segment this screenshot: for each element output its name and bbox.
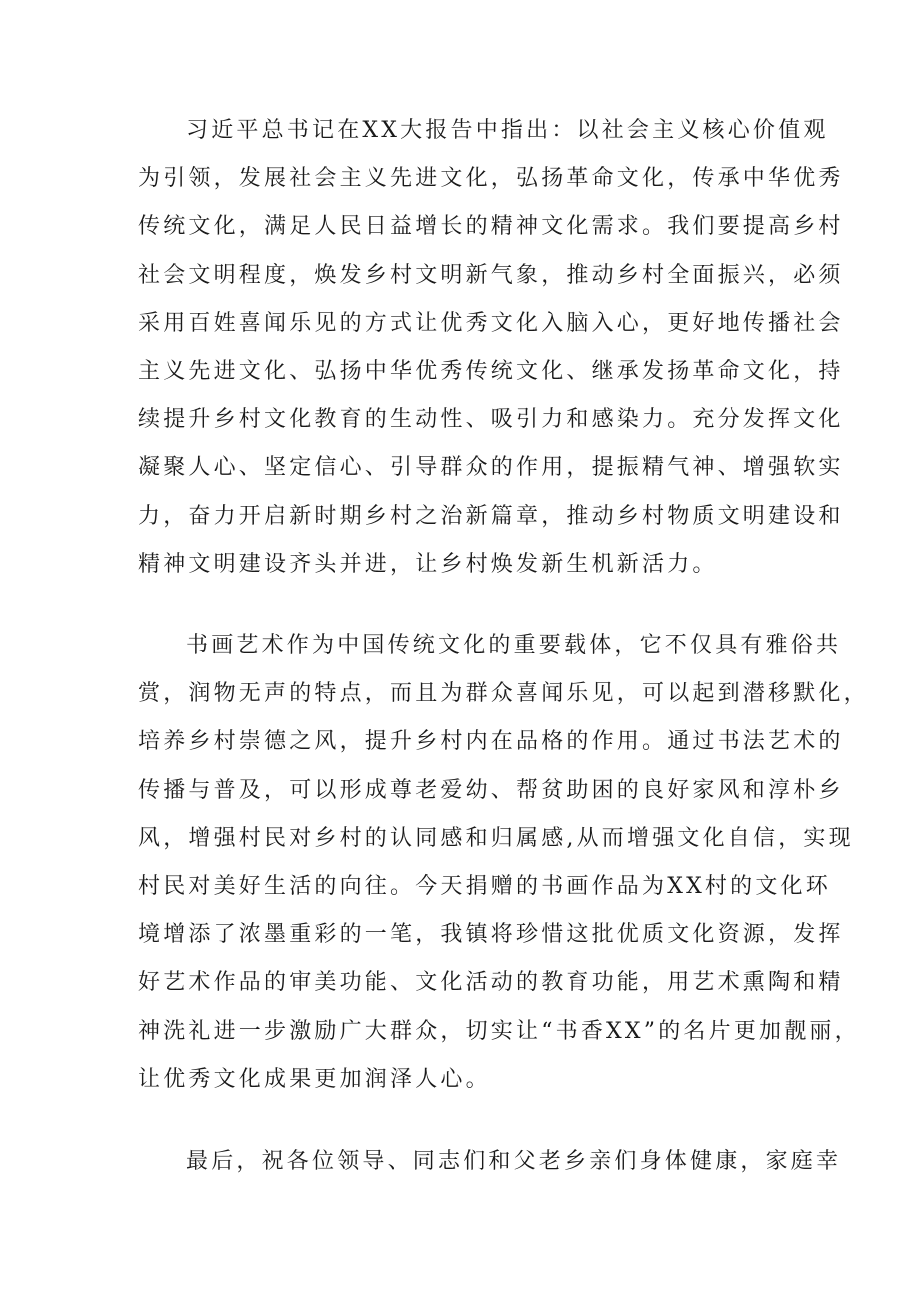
text-line: 习近平总书记在XX大报告中指出：以社会主义核心价值观 <box>186 118 829 143</box>
paragraph-1 <box>138 107 844 589</box>
text-line: 为引领，发展社会主义先进文化，弘扬革命文化，传承中华优秀 <box>138 166 844 192</box>
text-line: 培养乡村崇德之风，提升乡村内在品格的作用。通过书法艺术的 <box>138 729 844 755</box>
text-line: 社会文明程度，焕发乡村文明新气象，推动乡村全面振兴，必须 <box>138 262 844 288</box>
paragraph-2 <box>138 622 869 1104</box>
text-line: 力，奋力开启新时期乡村之治新篇章，推动乡村物质文明建设和 <box>138 503 844 529</box>
text-line: 书画艺术作为中国传统文化的重要载体，它不仅具有雅俗共 <box>186 633 842 658</box>
text-line: 凝聚人心、坚定信心、引导群众的作用，提振精气神、增强软实 <box>138 455 844 481</box>
text-line: 传播与普及，可以形成尊老爱幼、帮贫助困的良好家风和淳朴乡 <box>138 777 844 803</box>
text-line: 赏，润物无声的特点，而且为群众喜闻乐见，可以起到潜移默化， <box>138 681 869 707</box>
text-line: 采用百姓喜闻乐见的方式让优秀文化入脑入心，更好地传播社会 <box>138 310 844 336</box>
text-line: 续提升乡村文化教育的生动性、吸引力和感染力。充分发挥文化 <box>138 407 844 433</box>
text-line: 精神文明建设齐头并进，让乡村焕发新生机新活力。 <box>138 551 718 577</box>
text-line: 好艺术作品的审美功能、文化活动的教育功能，用艺术熏陶和精 <box>138 970 844 996</box>
text-line: 风，增强村民对乡村的认同感和归属感,从而增强文化自信，实现 <box>138 825 854 851</box>
text-line: 境增添了浓墨重彩的一笔，我镇将珍惜这批优质文化资源，发挥 <box>138 922 844 948</box>
text-line: 村民对美好生活的向往。今天捐赠的书画作品为XX村的文化环 <box>138 873 831 899</box>
text-line: 神洗礼进一步激励广大群众，切实让“书香XX”的名片更加靓丽， <box>138 1018 860 1044</box>
paragraph-3 <box>138 1138 842 1186</box>
text-line: 主义先进文化、弘扬中华优秀传统文化、继承发扬革命文化，持 <box>138 358 844 384</box>
text-line: 传统文化，满足人民日益增长的精神文化需求。我们要提高乡村 <box>138 214 844 240</box>
text-line: 让优秀文化成果更加润泽人心。 <box>138 1066 491 1092</box>
text-line: 最后，祝各位领导、同志们和父老乡亲们身体健康，家庭幸 <box>186 1149 842 1174</box>
